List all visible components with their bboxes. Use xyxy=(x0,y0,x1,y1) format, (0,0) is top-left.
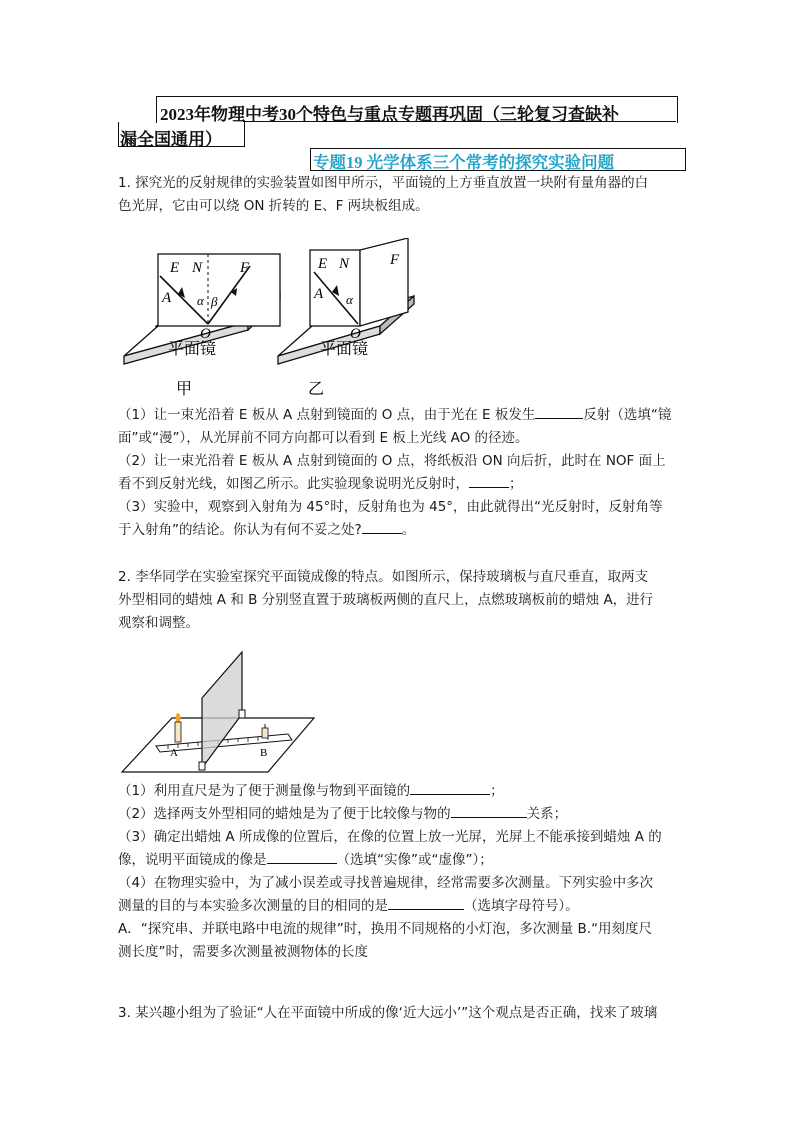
q1-intro xyxy=(118,172,680,218)
label-beta-jia: β xyxy=(211,294,218,309)
q2-intro-line2: 外型相同的蜡烛 A 和 B 分别竖直置于玻璃板两侧的直尺上，点燃玻璃板前的蜡烛 A，进行 xyxy=(118,592,654,608)
q2-sub3-text: 像，说明平面镜成的像是 xyxy=(118,852,267,868)
q2-option-line1: A．“探究串、并联电路中电流的规律”时，换用不同规格的小灯泡，多次测量 B.“用刻度尺 xyxy=(118,921,653,937)
subtitle: 专题19 光学体系三个常考的探究实验问题 xyxy=(313,153,615,172)
q1-sub2-line2 xyxy=(118,473,680,496)
q1-sub2-line1: （2）让一束光沿着 E 板从 A 点射到镜面的 O 点，将纸板沿 ON 向后折，此时在 NOF 面上 xyxy=(118,453,666,469)
label-alpha-jia: α xyxy=(197,293,204,308)
q2-sub1-blank[interactable] xyxy=(410,780,490,795)
q1-figure xyxy=(118,238,418,400)
label-N-jia: N xyxy=(192,260,203,276)
q2-sub3-blank[interactable] xyxy=(267,849,337,864)
q2-intro-line1: 2. 李华同学在实验室探究平面镜成像的特点。如图所示，保持玻璃板与直尺垂直，取两支 xyxy=(118,569,649,585)
q2-sub4-line2 xyxy=(118,895,680,918)
label-O-jia: O xyxy=(200,326,211,342)
q2-figure xyxy=(118,650,318,776)
q1-sub3-line2 xyxy=(118,519,680,542)
q1-sub3-text: 于入射角”的结论。你认为有何不妥之处? xyxy=(118,522,362,538)
q1-sub1-line2: 面”或“漫”），从光屏前不同方向都可以看到 E 板上光线 AO 的径迹。 xyxy=(118,430,529,446)
q2-intro-line3: 观察和调整。 xyxy=(118,615,199,631)
q1-sub2-blank[interactable] xyxy=(469,473,509,488)
q3-intro-line1: 3. 某兴趣小组为了验证“人在平面镜中所成的像‘近大远小’”这个观点是否正确，找来了玻璃 xyxy=(118,1005,658,1021)
label-N-yi: N xyxy=(339,256,350,272)
q2-sub3-end: （选填“实像”或“虚像”）； xyxy=(336,852,493,868)
label-F-yi: F xyxy=(390,252,400,268)
q2-sub4-text: 测量的目的与本实验多次测量的目的相同的是 xyxy=(118,898,388,914)
q1-sub1-text: （1）让一束光沿着 E 板从 A 点射到镜面的 O 点，由于光在 E 板发生 xyxy=(118,407,536,423)
q2-sub1-end: ； xyxy=(490,783,504,799)
q2-sub2-end: 关系； xyxy=(526,806,568,822)
q2-sub2-blank[interactable] xyxy=(451,803,527,818)
q1-intro-line1: 1. 探究光的反射规律的实验装置如图甲所示，平面镜的上方垂直放置一块附有量角器的白 xyxy=(118,175,649,191)
q2-sub1-text: （1）利用直尺是为了便于测量像与物到平面镜的 xyxy=(118,783,411,799)
q1-subquestions xyxy=(118,404,680,542)
q2-sub3-line1: （3）确定出蜡烛 A 所成像的位置后，在像的位置上放一光屏，光屏上不能承接到蜡烛 A 的 xyxy=(118,829,662,845)
q1-intro-line2: 色光屏，它由可以绕 ON 折转的 E、F 两块板组成。 xyxy=(118,198,429,214)
label-candle-A: A xyxy=(170,747,178,759)
page-title-line1: 2023年物理中考30个特色与重点专题再巩固（三轮复习查缺补 xyxy=(160,105,619,124)
q1-sub1-line1 xyxy=(118,404,680,427)
q2-sub3-line2 xyxy=(118,849,680,872)
screen-F-yi xyxy=(360,238,408,326)
figure-jia xyxy=(124,254,280,398)
q1-sub2-end: ； xyxy=(509,476,523,492)
mirror-text-yi: 平面镜 xyxy=(320,341,369,358)
figure-label-yi: 乙 xyxy=(308,381,325,398)
q3-intro xyxy=(118,1002,680,1025)
q2-sub4-line1: （4）在物理实验中，为了减小误差或寻找普遍规律，经常需要多次测量。下列实验中多次 xyxy=(118,875,654,891)
candle-A xyxy=(175,713,181,742)
q1-sub3-line1: （3）实验中，观察到入射角为 45°时，反射角也为 45°，由此就得出“光反射时，反射角等 xyxy=(118,499,663,515)
label-A-jia: A xyxy=(162,290,172,306)
q2-sub4-blank[interactable] xyxy=(388,895,464,910)
q2-subquestions xyxy=(118,780,680,964)
q2-intro xyxy=(118,566,680,635)
figure-label-jia: 甲 xyxy=(176,381,193,398)
label-alpha-yi: α xyxy=(346,292,353,307)
label-F-jia: F xyxy=(240,260,250,276)
page-title-line2: 漏全国通用） xyxy=(120,130,222,149)
q1-sub3-blank[interactable] xyxy=(362,519,402,534)
q1-sub1-blank[interactable] xyxy=(535,404,583,419)
q1-sub3-end: 。 xyxy=(401,522,416,538)
label-candle-B: B xyxy=(260,747,268,759)
q2-sub4-end: （选填字母符号）。 xyxy=(464,898,579,914)
q2-sub2 xyxy=(118,803,680,826)
q2-sub2-text: （2）选择两支外型相同的蜡烛是为了便于比较像与物的 xyxy=(118,806,451,822)
label-E-jia: E xyxy=(170,260,180,276)
q1-sub1-text2: 反射（选填“镜 xyxy=(583,407,672,423)
figure-yi xyxy=(278,238,414,398)
label-O-yi: O xyxy=(350,326,361,342)
label-E-yi: E xyxy=(318,256,328,272)
mirror-text-jia: 平面镜 xyxy=(168,341,217,358)
q2-option-line2: 测长度”时，需要多次测量被测物体的长度 xyxy=(118,944,368,960)
label-A-yi: A xyxy=(314,286,324,302)
q1-sub2-text: 看不到反射光线，如图乙所示。此实验现象说明光反射时， xyxy=(118,476,469,492)
q2-sub1 xyxy=(118,780,680,803)
